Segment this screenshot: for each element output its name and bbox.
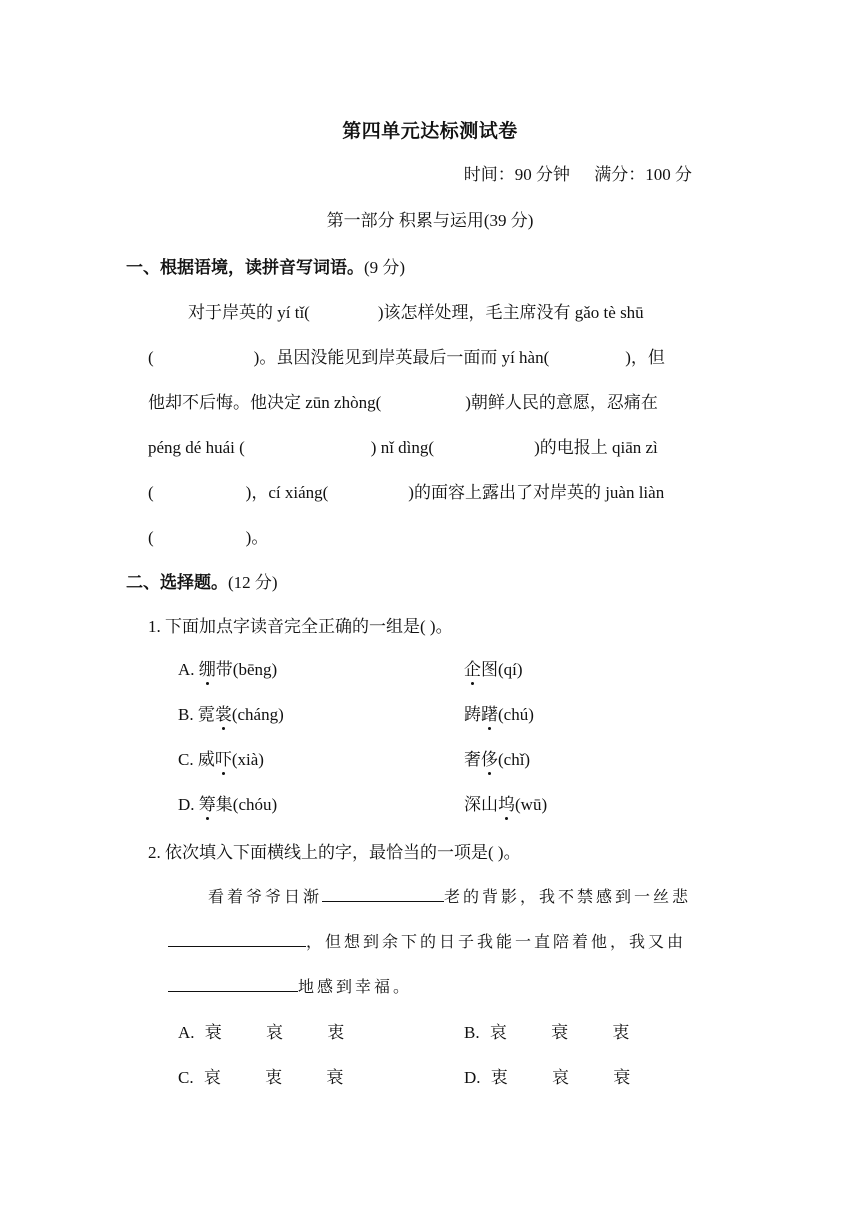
passage-text: 地感到幸福。	[298, 977, 413, 996]
sec1-text: )的面容上露出了对岸英的 juàn liàn	[408, 483, 665, 502]
q2-passage-line-3	[168, 974, 412, 997]
option-char: 哀	[266, 1023, 284, 1042]
sec1-text: ) nǐ dìng(	[370, 438, 435, 457]
question-number: 2.	[148, 843, 161, 862]
option-char: 衷	[612, 1023, 630, 1042]
sec1-line-3	[148, 388, 658, 413]
section-2-heading	[126, 568, 278, 593]
q1-option-d[interactable]: D. 筹集(chóu)	[178, 795, 278, 814]
sec1-line-4	[148, 433, 658, 458]
sec1-text: 他却不后悔。他决定 zūn zhòng(	[148, 393, 382, 412]
sec1-text: )的电报上 qiān zì	[534, 438, 658, 457]
q2-passage-line-2	[168, 929, 686, 952]
option-char: 衰	[204, 1023, 222, 1042]
q1-option-a-right: 企图(qí)	[464, 660, 523, 679]
passage-text: 老的背影，我不禁感到一丝悲	[444, 887, 692, 906]
option-label: C.	[178, 750, 194, 769]
q1-option-b[interactable]: B. 霓裳(cháng)	[178, 705, 284, 724]
q1-option-a[interactable]: A. 绷带(bēng)	[178, 660, 278, 679]
part-heading: 第一部分 积累与运用(39 分)	[326, 211, 534, 230]
option-char: 衰	[551, 1023, 569, 1042]
sec1-text: )该怎样处理，毛主席没有 gǎo tè shū	[377, 303, 644, 322]
q1-option-d-right: 深山坞(wū)	[464, 795, 548, 814]
question-1	[148, 612, 453, 637]
option-label: A.	[178, 1023, 195, 1042]
q2-passage-line-1	[208, 884, 691, 907]
option-label: B.	[464, 1023, 480, 1042]
sec1-text: )。虽因没能见到岸英最后一面而 yí hàn(	[253, 348, 550, 367]
option-char: 哀	[203, 1068, 221, 1087]
time-limit: 时间：90 分钟	[463, 165, 570, 184]
sec1-line-1	[188, 298, 644, 323]
option-char: 衷	[327, 1023, 345, 1042]
sec1-text: (	[148, 348, 154, 367]
q1-option-c-right: 奢侈(chǐ)	[464, 750, 531, 769]
q2-option-c[interactable]	[178, 1063, 343, 1088]
option-char: 哀	[489, 1023, 507, 1042]
sec1-line-6	[148, 523, 268, 548]
option-char: 衰	[326, 1068, 344, 1087]
sec1-text: )。	[245, 528, 269, 547]
q2-option-d[interactable]	[464, 1063, 630, 1088]
sec1-text: péng dé huái (	[148, 438, 245, 457]
fill-blank[interactable]	[168, 930, 306, 947]
q1-option-c[interactable]: C. 威吓(xià)	[178, 750, 264, 769]
section-1-heading	[126, 253, 405, 278]
option-char: 衷	[490, 1068, 508, 1087]
fill-blank[interactable]	[322, 885, 444, 902]
question-stem: 下面加点字读音完全正确的一组是( )。	[165, 617, 453, 636]
sec1-text: )朝鲜人民的意愿，忍痛在	[465, 393, 658, 412]
q2-option-b[interactable]	[464, 1018, 629, 1043]
option-label: C.	[178, 1068, 194, 1087]
option-label: B.	[178, 705, 194, 724]
question-number: 1.	[148, 617, 161, 636]
sec1-text: (	[148, 528, 154, 547]
full-score: 满分：100 分	[594, 165, 692, 184]
option-char: 衷	[265, 1068, 283, 1087]
option-label: A.	[178, 660, 195, 679]
sec1-text: )，但	[625, 348, 665, 367]
section-2-title: 二、选择题。	[126, 573, 228, 593]
question-2	[148, 838, 521, 863]
sec1-line-2	[148, 343, 665, 368]
option-label: D.	[178, 795, 195, 814]
sec1-text: (	[148, 483, 154, 502]
question-stem: 依次填入下面横线上的字，最恰当的一项是( )。	[165, 843, 521, 862]
exam-meta	[444, 160, 692, 185]
fill-blank[interactable]	[168, 975, 298, 992]
passage-text: 看着爷爷日渐	[208, 887, 323, 906]
section-1-points: (9 分)	[364, 258, 406, 277]
sec1-text: 对于岸英的 yí tǐ(	[188, 303, 310, 322]
section-2-points: (12 分)	[228, 573, 278, 592]
section-1-title: 一、根据语境，读拼音写词语。	[126, 258, 364, 278]
option-char: 衰	[613, 1068, 631, 1087]
q1-option-b-right: 踌躇(chú)	[464, 705, 534, 724]
sec1-text: )，cí xiáng(	[245, 483, 329, 502]
q2-option-a[interactable]	[178, 1018, 344, 1043]
sec1-line-5	[148, 478, 664, 503]
option-char: 哀	[552, 1068, 570, 1087]
page-title: 第四单元达标测试卷	[342, 120, 518, 142]
option-label: D.	[464, 1068, 481, 1087]
passage-text: ，但想到余下的日子我能一直陪着他，我又由	[306, 932, 687, 951]
